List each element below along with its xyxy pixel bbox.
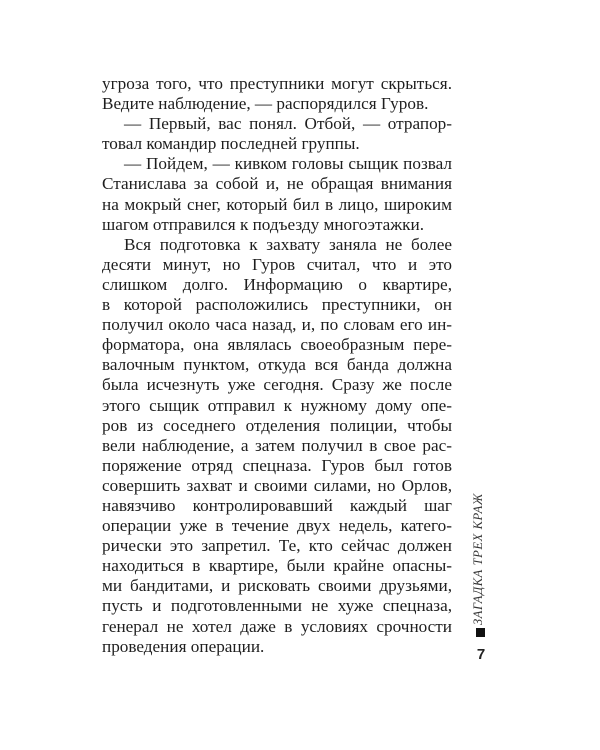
text-line: шагом отправился к подъезду многоэтажки.: [102, 214, 425, 234]
text-line: Станислава за собой и, не обращая внимания: [102, 174, 452, 194]
text-line: Ведите наблюдение, — распорядился Гуров.: [102, 94, 429, 114]
text-line: — Первый, вас понял. Отбой, — отрапор-: [124, 114, 452, 134]
text-line: десяти минут, но Гуров считал, что и это: [102, 254, 452, 274]
text-line: этого сыщик отправил к нужному дому опе-: [102, 395, 452, 415]
text-line: пусть и подготовленными не хуже спецназа,: [102, 596, 452, 616]
text-line: слишком долго. Информацию о квартире,: [102, 274, 452, 294]
text-line: в которой расположились преступники, он: [102, 295, 452, 315]
text-line: товал командир последней группы.: [102, 134, 360, 154]
running-head-title: ЗАГАДКА ТРЕХ КРАЖ: [471, 493, 485, 625]
text-line: ми бандитами, и рисковать своими друзьями,: [102, 576, 452, 596]
text-line: навязчиво контролировавший каждый шаг: [102, 495, 452, 515]
text-line: совершить захват и своими силами, но Орлов,: [102, 475, 452, 495]
text-line: ров из соседнего отделения полиции, чтобы: [102, 415, 452, 435]
text-line: форматора, она являлась своеобразным пере-: [102, 335, 452, 355]
text-line: генерал не хотел даже в условиях срочности: [102, 616, 452, 636]
page-number: 7: [476, 646, 486, 663]
text-line: рически это запретил. Те, кто сейчас должен: [102, 536, 452, 556]
square-marker-icon: [476, 628, 485, 637]
text-line: была исчезнуть уже сегодня. Сразу же после: [102, 375, 452, 395]
body-text: [102, 74, 452, 657]
text-line: на мокрый снег, который бил в лицо, широким: [102, 194, 452, 214]
text-line: вели наблюдение, а затем получил в свое рас-: [102, 435, 452, 455]
text-line: получил около часа назад, и, по словам его ин-: [102, 315, 452, 335]
text-line: операции уже в течение двух недель, катего-: [102, 516, 452, 536]
text-line: угроза того, что преступники могут скрыться.: [102, 74, 452, 93]
text-line: — Пойдем, — кивком головы сыщик позвал: [124, 154, 452, 174]
text-line: Вся подготовка к захвату заняла не более: [124, 234, 452, 254]
text-line: валочным пунктом, откуда вся банда должна: [102, 355, 452, 375]
text-line: поряжение отряд спецназа. Гуров был готов: [102, 455, 452, 475]
text-line: находиться в квартире, были крайне опасны-: [102, 556, 452, 576]
text-line: проведения операции.: [102, 636, 265, 656]
